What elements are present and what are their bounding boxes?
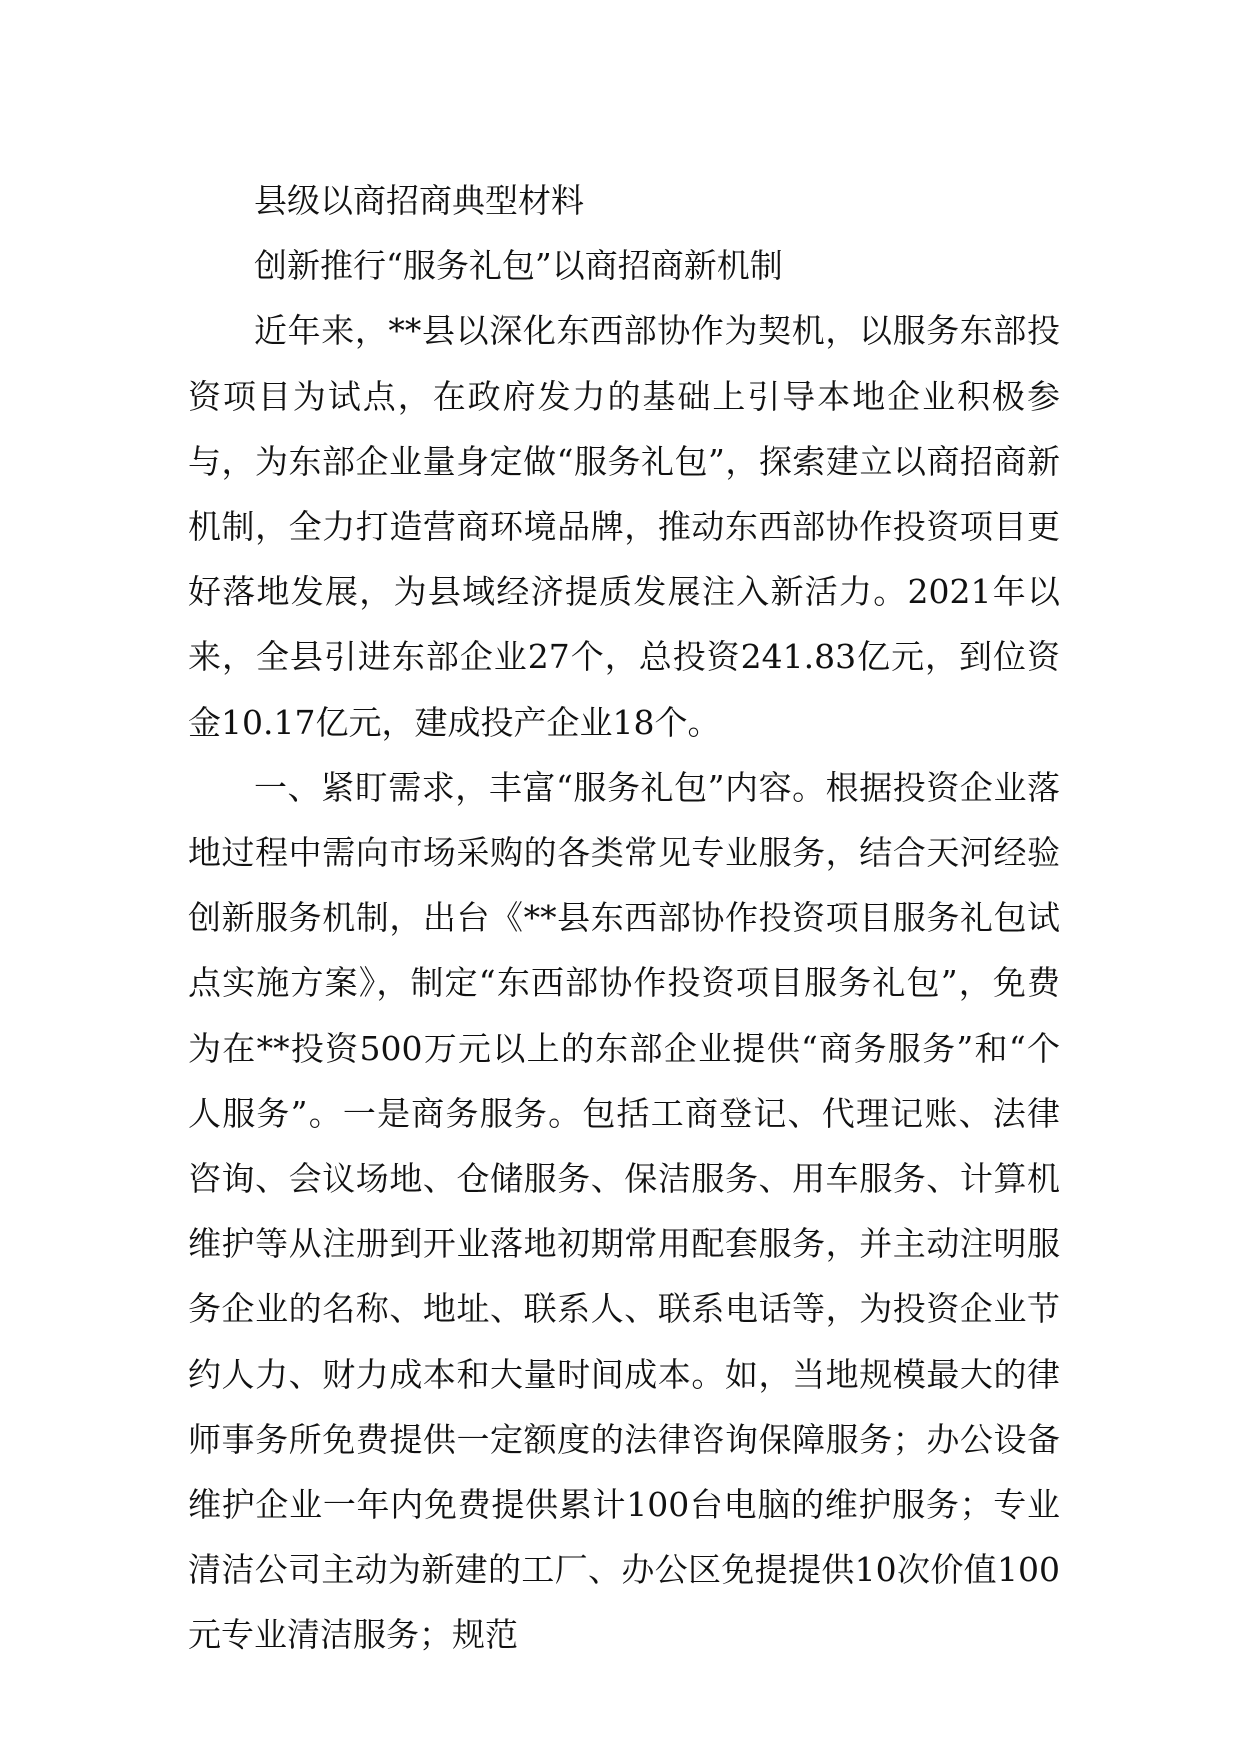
document-title: 县级以商招商典型材料 bbox=[254, 181, 584, 220]
paragraph-intro: 近年来，**县以深化东西部协作为契机，以服务东部投资项目为试点，在政府发力的基础上引导本地企业积极参与，为东部企业量身定做“服务礼包”，探索建立以商招商新机制，全力打造营商环境品牌，推动东西部协作投资项目更好落地发展，为县域经济提质发展注入新活力。2021年以来，全县引进东部企业27个，总投资241.83亿元，到位资金10.17亿元，建成投产企业18个。 bbox=[188, 311, 1060, 742]
paragraph-section-1: 一、紧盯需求，丰富“服务礼包”内容。根据投资企业落地过程中需向市场采购的各类常见专业服务，结合天河经验创新服务机制，出台《**县东西部协作投资项目服务礼包试点实施方案》，制定“东西部协作投资项目服务礼包”，免费为在**投资500万元以上的东部企业提供“商务服务”和“个人服务”。一是商务服务。包括工商登记、代理记账、法律咨询、会议场地、仓储服务、保洁服务、用车服务、计算机维护等从注册到开业落地初期常用配套服务，并主动注明服务企业的名称、地址、联系人、联系电话等，为投资企业节约人力、财力成本和大量时间成本。如，当地规模最大的律师事务所免费提供一定额度的法律咨询保障服务；办公设备维护企业一年内免费提供累计100台电脑的维护服务；专业清洁公司主动为新建的工厂、办公区免提提供10次价值100元专业清洁服务；规范 bbox=[188, 767, 1060, 1655]
document-subtitle: 创新推行“服务礼包”以商招商新机制 bbox=[254, 246, 783, 286]
document-body bbox=[188, 168, 1060, 1668]
